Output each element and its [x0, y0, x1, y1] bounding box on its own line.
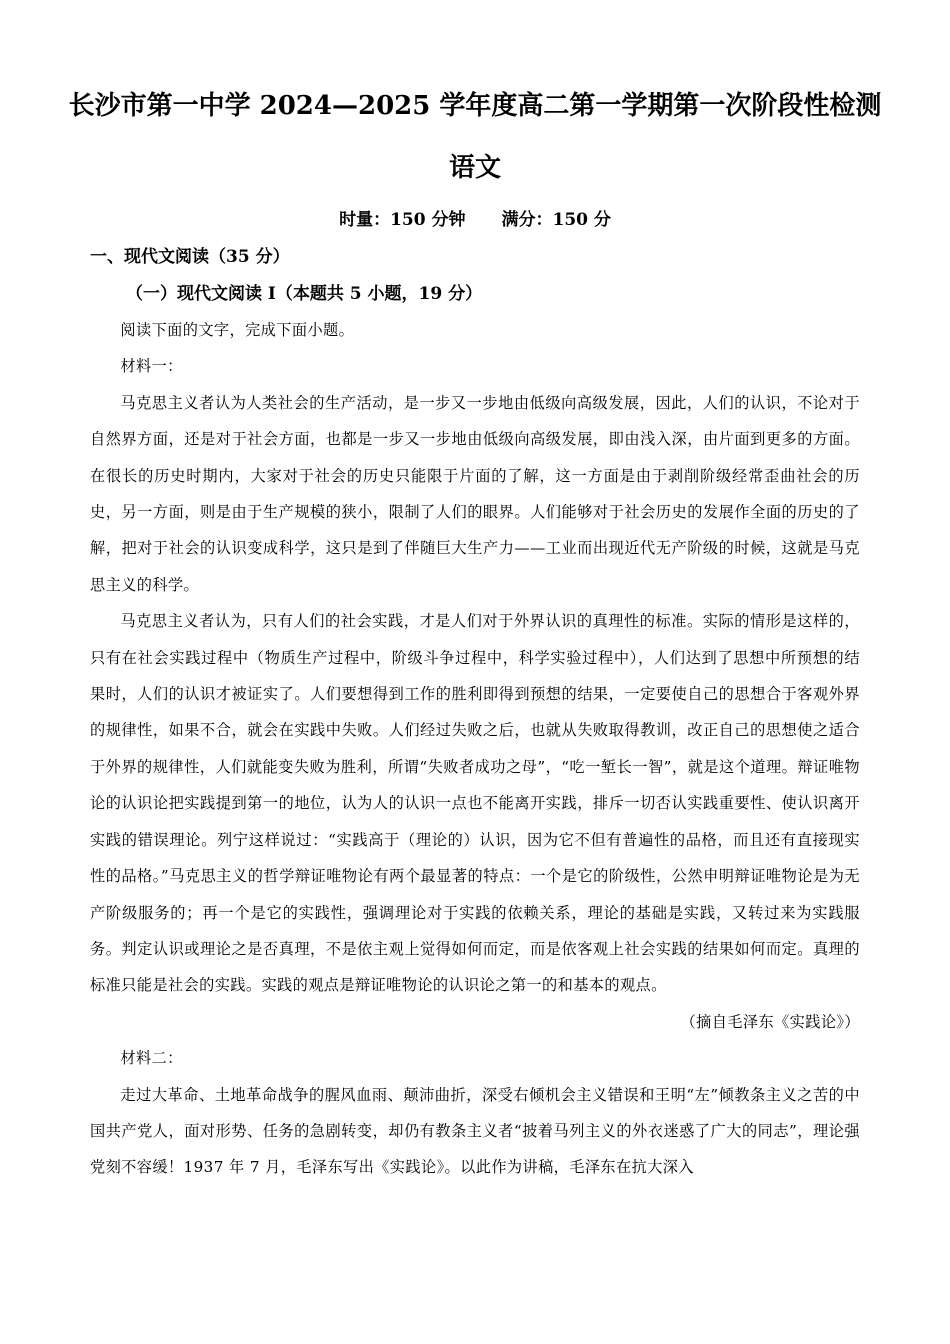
material-two-label: 材料二： — [120, 1049, 183, 1068]
material-one-paragraph: 马克思主义者认为，只有人们的社会实践，才是人们对于外界认识的真理性的标准。实际的情形是这样的，只有在社会实践过程中（物质生产过程中，阶级斗争过程中，科学实验过程中），人们达到了思想中所预想的结果时，人们的认识才被证实了。人们要想得到工作的胜利即得到预想的结果，一定要使自己的思想合于客观外界的规律性，如果不合，就会在实践中失败。人们经过失败之后，也就从失败取得教训，改正自己的思想使之适合于外界的规律性，人们就能变失败为胜利，所谓“失败者成功之母”，“吃一堑长一智”，就是这个道理。辩证唯物论的认识论把实践提到第一的地位，认为人的认识一点也不能离开实践，排斥一切否认实践重要性、使认识离开实践的错误理论。列宁这样说过：“实践高于（理论的）认识，因为它不但有普遍性的品格，而且还有直接现实性的品格。”马克思主义的哲学辩证唯物论有两个最显著的特点：一个是它的阶级性，公然申明辩证唯物论是为无产阶级服务的；再一个是它的实践性，强调理论对于实践的依赖关系，理论的基础是实践，又转过来为实践服务。判定认识或理论之是否真理，不是依主观上觉得如何而定，而是依客观上社会实践的结果如何而定。真理的标准只能是社会的实践。实践的观点是辩证唯物论的认识论之第一的和基本的观点。 — [90, 612, 860, 995]
instruction-text: 阅读下面的文字，完成下面小题。 — [120, 321, 355, 339]
material-one-source: （摘自毛泽东《实践论》） — [680, 1012, 860, 1031]
exam-title: 长沙市第一中学 2024—2025 学年度高二第一学期第一次阶段性检测 — [68, 91, 882, 121]
material-two-paragraph: 走过大革命、土地革命战争的腥风血雨、颠沛曲折，深受右倾机会主义错误和王明“左”倾教条主义之苦的中国共产党人，面对形势、任务的急剧转变，却仍有教条主义者“披着马列主义的外衣迷惑了广大的同志”，理论强党刻不容缓！1937 年 7 月，毛泽东写出《实践论》。以此作为讲稿，毛泽东在抗大深入 — [90, 1085, 860, 1177]
full-score: 满分：150 分 — [501, 210, 611, 230]
reading-passage — [90, 312, 860, 1186]
subject-title: 语文 — [448, 153, 501, 183]
subsection-heading: （一）现代文阅读 I（本题共 5 小题，19 分） — [126, 284, 483, 304]
exam-meta — [0, 206, 950, 234]
material-one-paragraph: 马克思主义者认为人类社会的生产活动，是一步又一步地由低级向高级发展，因此，人们的认识，不论对于自然界方面，还是对于社会方面，也都是一步又一步地由低级向高级发展，即由浅入深，由片面到更多的方面。在很长的历史时期内，大家对于社会的历史只能限于片面的了解，这一方面是由于剥削阶级经常歪曲社会的历史，另一方面，则是由于生产规模的狭小，限制了人们的眼界。人们能够对于社会历史的发展作全面的历史的了解，把对于社会的认识变成科学，这只是到了伴随巨大生产力——工业而出现近代无产阶级的时候，这就是马克思主义的科学。 — [90, 393, 860, 594]
time-limit: 时量：150 分钟 — [339, 210, 466, 230]
material-one-label: 材料一： — [120, 357, 183, 376]
section-heading: 一、现代文阅读（35 分） — [90, 247, 290, 267]
